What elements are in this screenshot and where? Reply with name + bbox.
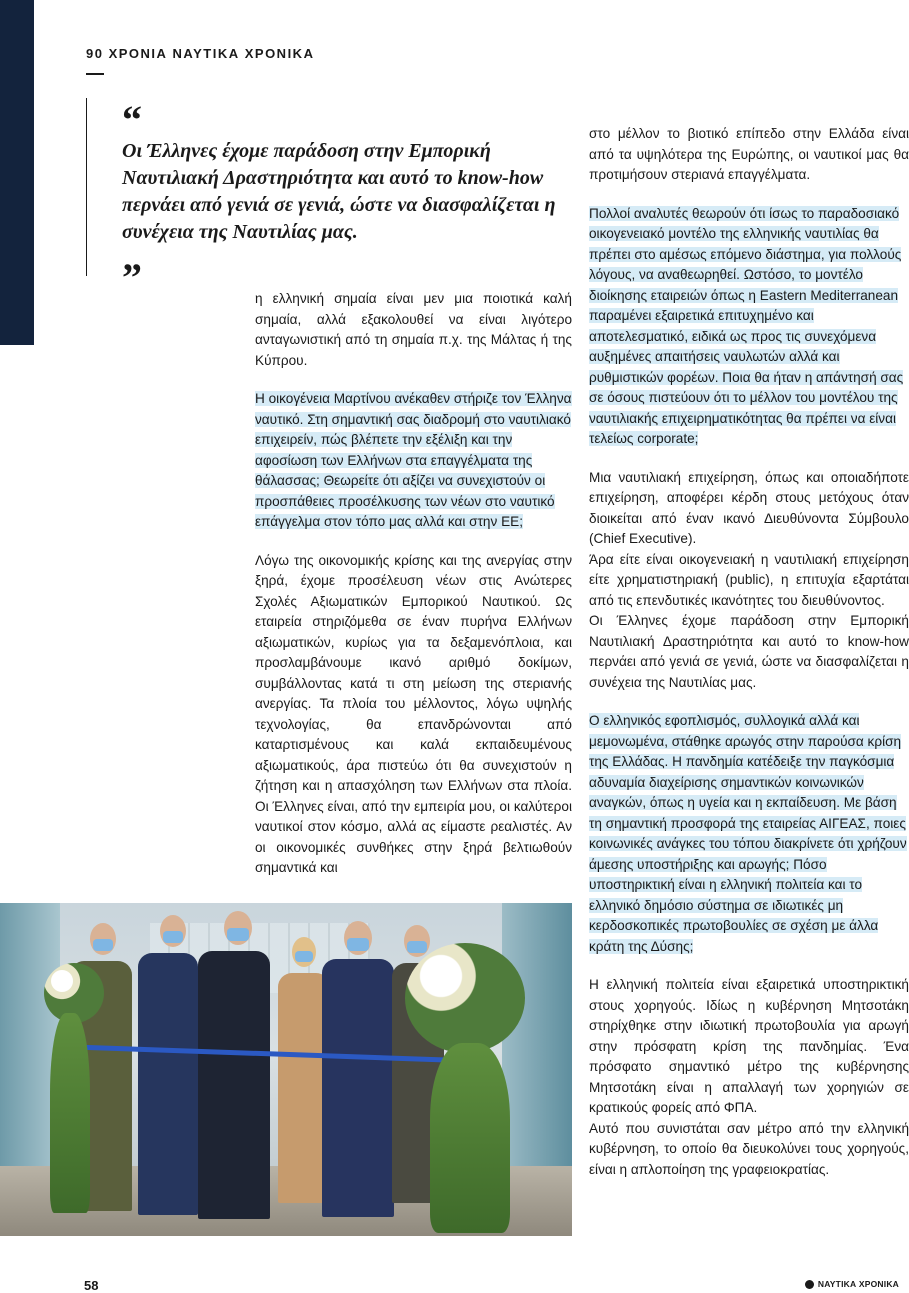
pull-quote-rule [86, 98, 87, 276]
paragraph: Μια ναυτιλιακή επιχείρηση, όπως και οποιαδήποτε επιχείρηση, αποφέρει κέρδη στους μετόχους όταν διοικείται από έναν ικανό Διευθύνοντα Σύμβουλο (Chief Executive). [589, 469, 909, 546]
paragraph: Η ελληνική πολιτεία είναι εξαιρετικά υποστηρικτική στους χορηγούς. Ιδίως η κυβέρνηση Μητσοτάκη στηρίχθηκε στην ιδιωτική πρωτοβουλία για αρωγή στην πρόσφατη κρίση της πανδημίας. Ένα πρόσφατο σημαντικό μέτρο της κυβέρνησης Μητσοτάκη είναι η απαλλαγή των χορηγιών σε κρατικούς φορείς από ΦΠΑ. [589, 977, 909, 1115]
brand-logo-icon [805, 1280, 814, 1289]
question-text: Πολλοί αναλυτές θεωρούν ότι ίσως το παραδοσιακό οικογενειακό μοντέλο της ελληνικής ναυτιλίας θα πρέπει στο αμέσως επόμενο διάστημα, για πολλούς λόγους, να αναθεωρηθεί. Ωστόσο, το μοντέλο διοίκησης εταιρειών όπως η Eastern Mediterranean παραμένει εξαιρετικά επιτυχημένο και αποτελεσματικό, ειδικά ως προς τις συνεχόμενα αυξημένες απαιτήσεις ναυλωτών αλλά και ρυθμιστικών φορέων. Ποια θα ήταν η απάντησή σας σε όσους πιστεύουν ότι το μέλλον του μοντέλου της ναυτιλιακής επιχειρηματικότητας θα πρέπει να είναι τελείως corporate; [589, 205, 904, 446]
footer-brand-label: ΝΑΥΤΙΚΑ ΧΡΟΝΙΚΑ [817, 1279, 899, 1289]
close-quote-mark: ” [122, 255, 142, 300]
interview-question [589, 204, 909, 450]
right-column [589, 124, 909, 1180]
middle-column [255, 289, 572, 879]
interview-question [589, 711, 909, 957]
footer-brand [805, 1279, 899, 1289]
paragraph: Λόγω της οικονομικής κρίσης και της ανεργίας στην ξηρά, έχομε προσέλευση νέων στις Ανώτερες Σχολές Αξιωματικών Εμπορικού Ναυτικού. Ως εταιρεία στηριζόμεθα σε έναν πυρήνα Ελλήνων αξιωματικών, κυρίως για τα δεξαμενόπλοια, και προσλαμβάνουμε ικανό αριθμό δοκίμων, συμβάλλοντας κατά τι στη μείωση της στεριανής ανεργίας. Τα πλοία του μέλλοντος, λόγω υψηλής τεχνολογίας, θα επανδρώνονται από καταρτισμένους και καλά εκπαιδευμένους αξιωματικούς, άρα πιστεύω ότι θα συνεχιστούν η ζήτηση και η απασχόληση των Ελλήνων στα πλοία. Οι Έλληνες είναι, από την εμπειρία μου, οι καλύτεροι ναυτικοί στον κόσμο, αλλά ας είμαστε ρεαλιστές. Αν οι οικονομικές συνθήκες στην ξηρά βελτιωθούν σημαντικά και [255, 552, 572, 875]
pull-quote: Οι Έλληνες έχομε παράδοση στην Εμπορική Ναυτιλιακή Δραστηριότητα και αυτό το know-how περνάει από γενιά σε γενιά, ώστε να διασφαλίζεται η συνέχεια της Ναυτιλίας μας. [122, 140, 556, 243]
header-rule [86, 73, 104, 75]
paragraph: στο μέλλον το βιοτικό επίπεδο στην Ελλάδα είναι από τα υψηλότερα της Ευρώπης, οι ναυτικοί μας θα προτιμήσουν στεριανά επαγγέλματα. [589, 126, 909, 182]
ribbon-cutting-photo [0, 903, 572, 1236]
running-header: 90 ΧΡΟΝΙΑ ΝΑΥΤΙΚΑ ΧΡΟΝΙΚΑ [86, 46, 315, 61]
interview-question [255, 389, 572, 533]
side-accent-bar [0, 0, 34, 345]
paragraph: Αυτό που συνιστάται σαν μέτρο από την ελληνική κυβέρνηση, το οποίο θα διευκολύνει τους χορηγούς, είναι η απλοποίηση της γραφειοκρατίας. [589, 1120, 909, 1177]
paragraph: η ελληνική σημαία είναι μεν μια ποιοτικά καλή σημαία, αλλά εξακολουθεί να είναι λιγότερο ανταγωνιστική από τη σημαία π.χ. της Μάλτας ή της Κύπρου. [255, 291, 572, 368]
paragraph: Άρα είτε είναι οικογενειακή η ναυτιλιακή επιχείρηση είτε χρηματιστηριακή (public), η επιτυχία εξαρτάται από τις επενδυτικές ικανότητες του διευθύνοντος. [589, 551, 909, 608]
paragraph: Οι Έλληνες έχομε παράδοση στην Εμπορική Ναυτιλιακή Δραστηριότητα και αυτό το know-how περνάει από γενιά σε γενιά, ώστε να διασφαλίζεται η συνέχεια της Ναυτιλίας μας. [589, 613, 909, 690]
open-quote-mark: “ [122, 97, 142, 142]
question-text: Η οικογένεια Μαρτίνου ανέκαθεν στήριζε τον Έλληνα ναυτικό. Στη σημαντική σας διαδρομή στο ναυτιλιακό επιχειρείν, πώς βλέπετε την εξέλιξη και την αφοσίωση των Ελλήνων στα επαγγέλματα της θάλασσας; Θεωρείτε ότι αξίζει να συνεχιστούν οι προσπάθειες προσέλκυσης των νέων στο ναυτικό επάγγελμα στον τόπο μας αλλά και στην ΕΕ; [255, 391, 572, 529]
page-number: 58 [84, 1278, 99, 1293]
question-text: Ο ελληνικός εφοπλισμός, συλλογικά αλλά και μεμονωμένα, στάθηκε αρωγός στην παρούσα κρίση της Ελλάδας. Η πανδημία κατέδειξε την παγκόσμια αδυναμία διαχείρισης σημαντικών κοινωνικών αναγκών, όπως η υγεία και η εκπαίδευση. Με βάση τη σημαντική προσφορά της εταιρείας ΑΙΓΕΑΣ, ποιες κοινωνικές ανάγκες του τόπου διακρίνετε ότι χρήζουν άμεσης υποστήριξης και αρωγής; Πόσο υποστηρικτική είναι η ελληνική πολιτεία και το ελληνικό δημόσιο σύστημα σε ιδιωτικές μη κερδοσκοπικές πρωτοβουλίες σε σχέση με άλλα κράτη της Δύσης; [589, 713, 907, 954]
